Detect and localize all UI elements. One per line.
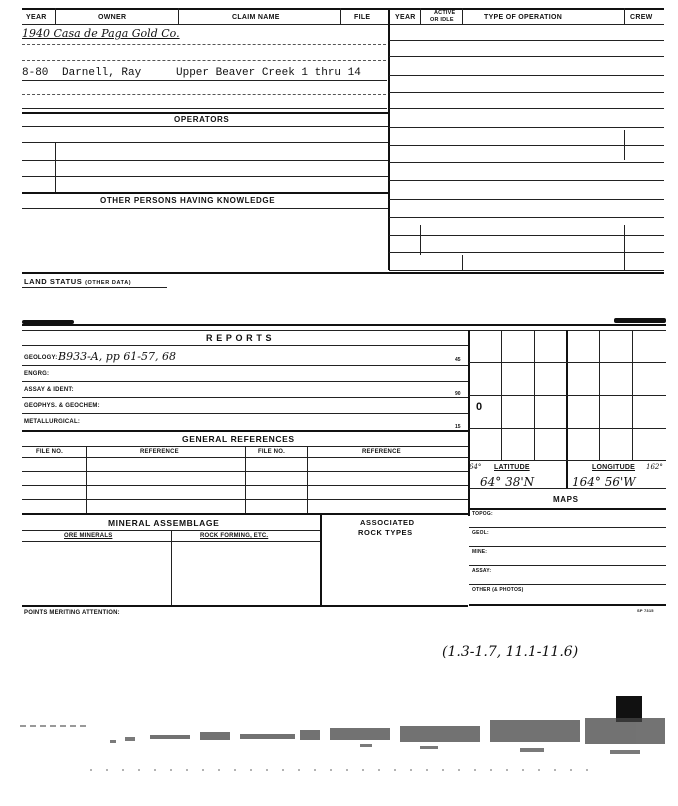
header-type-of-operation: TYPE OF OPERATION (484, 14, 563, 21)
operators-heading: OPERATORS (174, 115, 230, 124)
claim-id: 8-80 (22, 67, 49, 79)
header-file: FILE (354, 14, 371, 21)
associated-heading-1: ASSOCIATED (360, 518, 415, 527)
form-number: SP 7315 (637, 608, 654, 613)
map-assay: ASSAY: (472, 568, 492, 574)
maps-heading: MAPS (553, 495, 579, 504)
geology-label: GEOLOGY: (24, 355, 58, 361)
land-status-heading (24, 277, 131, 286)
claim-name: Upper Beaver Creek 1 thru 14 (176, 67, 361, 79)
ref-header-file-no-1: FILE NO. (36, 449, 63, 455)
metallurgical-label: METALLURGICAL: (24, 419, 81, 425)
header-year-2: YEAR (395, 14, 416, 21)
land-status-label: LAND STATUS (24, 277, 83, 286)
points-meriting-attention: POINTS MERITING ATTENTION: (24, 610, 120, 616)
owner-name: Darnell, Ray (62, 67, 142, 79)
map-topog: TOPOG: (472, 511, 493, 517)
latitude-value: 64° 38'N (480, 475, 535, 489)
longitude-value: 164° 56'W (572, 475, 636, 489)
reports-heading: R E P O R T S (206, 333, 273, 343)
num-45: 45 (455, 357, 461, 363)
scan-noise (0, 690, 678, 780)
map-mine: MINE: (472, 549, 488, 555)
geophys-label: GEOPHYS. & GEOCHEM: (24, 403, 100, 409)
long-suffix: 162° (646, 463, 663, 471)
map-other: OTHER (& PHOTOS) (472, 587, 524, 593)
assay-label: ASSAY & IDENT: (24, 387, 74, 393)
longitude-label: LONGITUDE (592, 464, 636, 471)
land-status-sub: (OTHER DATA) (85, 280, 132, 286)
latitude-label: LATITUDE (494, 464, 530, 471)
num-90: 90 (455, 391, 461, 397)
ref-header-reference-2: REFERENCE (362, 449, 401, 455)
ref-header-reference-1: REFERENCE (140, 449, 179, 455)
rock-forming-header: ROCK FORMING, ETC. (200, 533, 269, 539)
handwritten-note: (1.3-1.7, 11.1-11.6) (442, 644, 579, 660)
map-geol: GEOL: (472, 530, 489, 536)
ref-header-file-no-2: FILE NO. (258, 449, 285, 455)
header-year: YEAR (26, 14, 47, 21)
geology-value: B933-A, pp 61-57, 68 (58, 350, 177, 363)
header-crew: CREW (630, 14, 653, 21)
associated-heading-2: ROCK TYPES (358, 528, 413, 537)
header-owner: OWNER (98, 14, 127, 21)
other-persons-heading: OTHER PERSONS HAVING KNOWLEDGE (100, 196, 276, 205)
general-references-heading: GENERAL REFERENCES (182, 434, 295, 444)
header-claim-name: CLAIM NAME (232, 14, 280, 21)
num-15: 15 (455, 424, 461, 430)
engrg-label: ENGRG: (24, 371, 50, 377)
lat-prefix: 64° (469, 463, 482, 471)
header-active: ACTIVE (434, 10, 456, 16)
owner-handwritten: 1940 Casa de Paga Gold Co. (22, 27, 180, 40)
mineral-assemblage-heading: MINERAL ASSEMBLAGE (108, 518, 220, 528)
grid-mark: 0 (476, 401, 483, 413)
header-or-idle: OR IDLE (430, 17, 454, 23)
ore-minerals-header: ORE MINERALS (64, 533, 113, 539)
